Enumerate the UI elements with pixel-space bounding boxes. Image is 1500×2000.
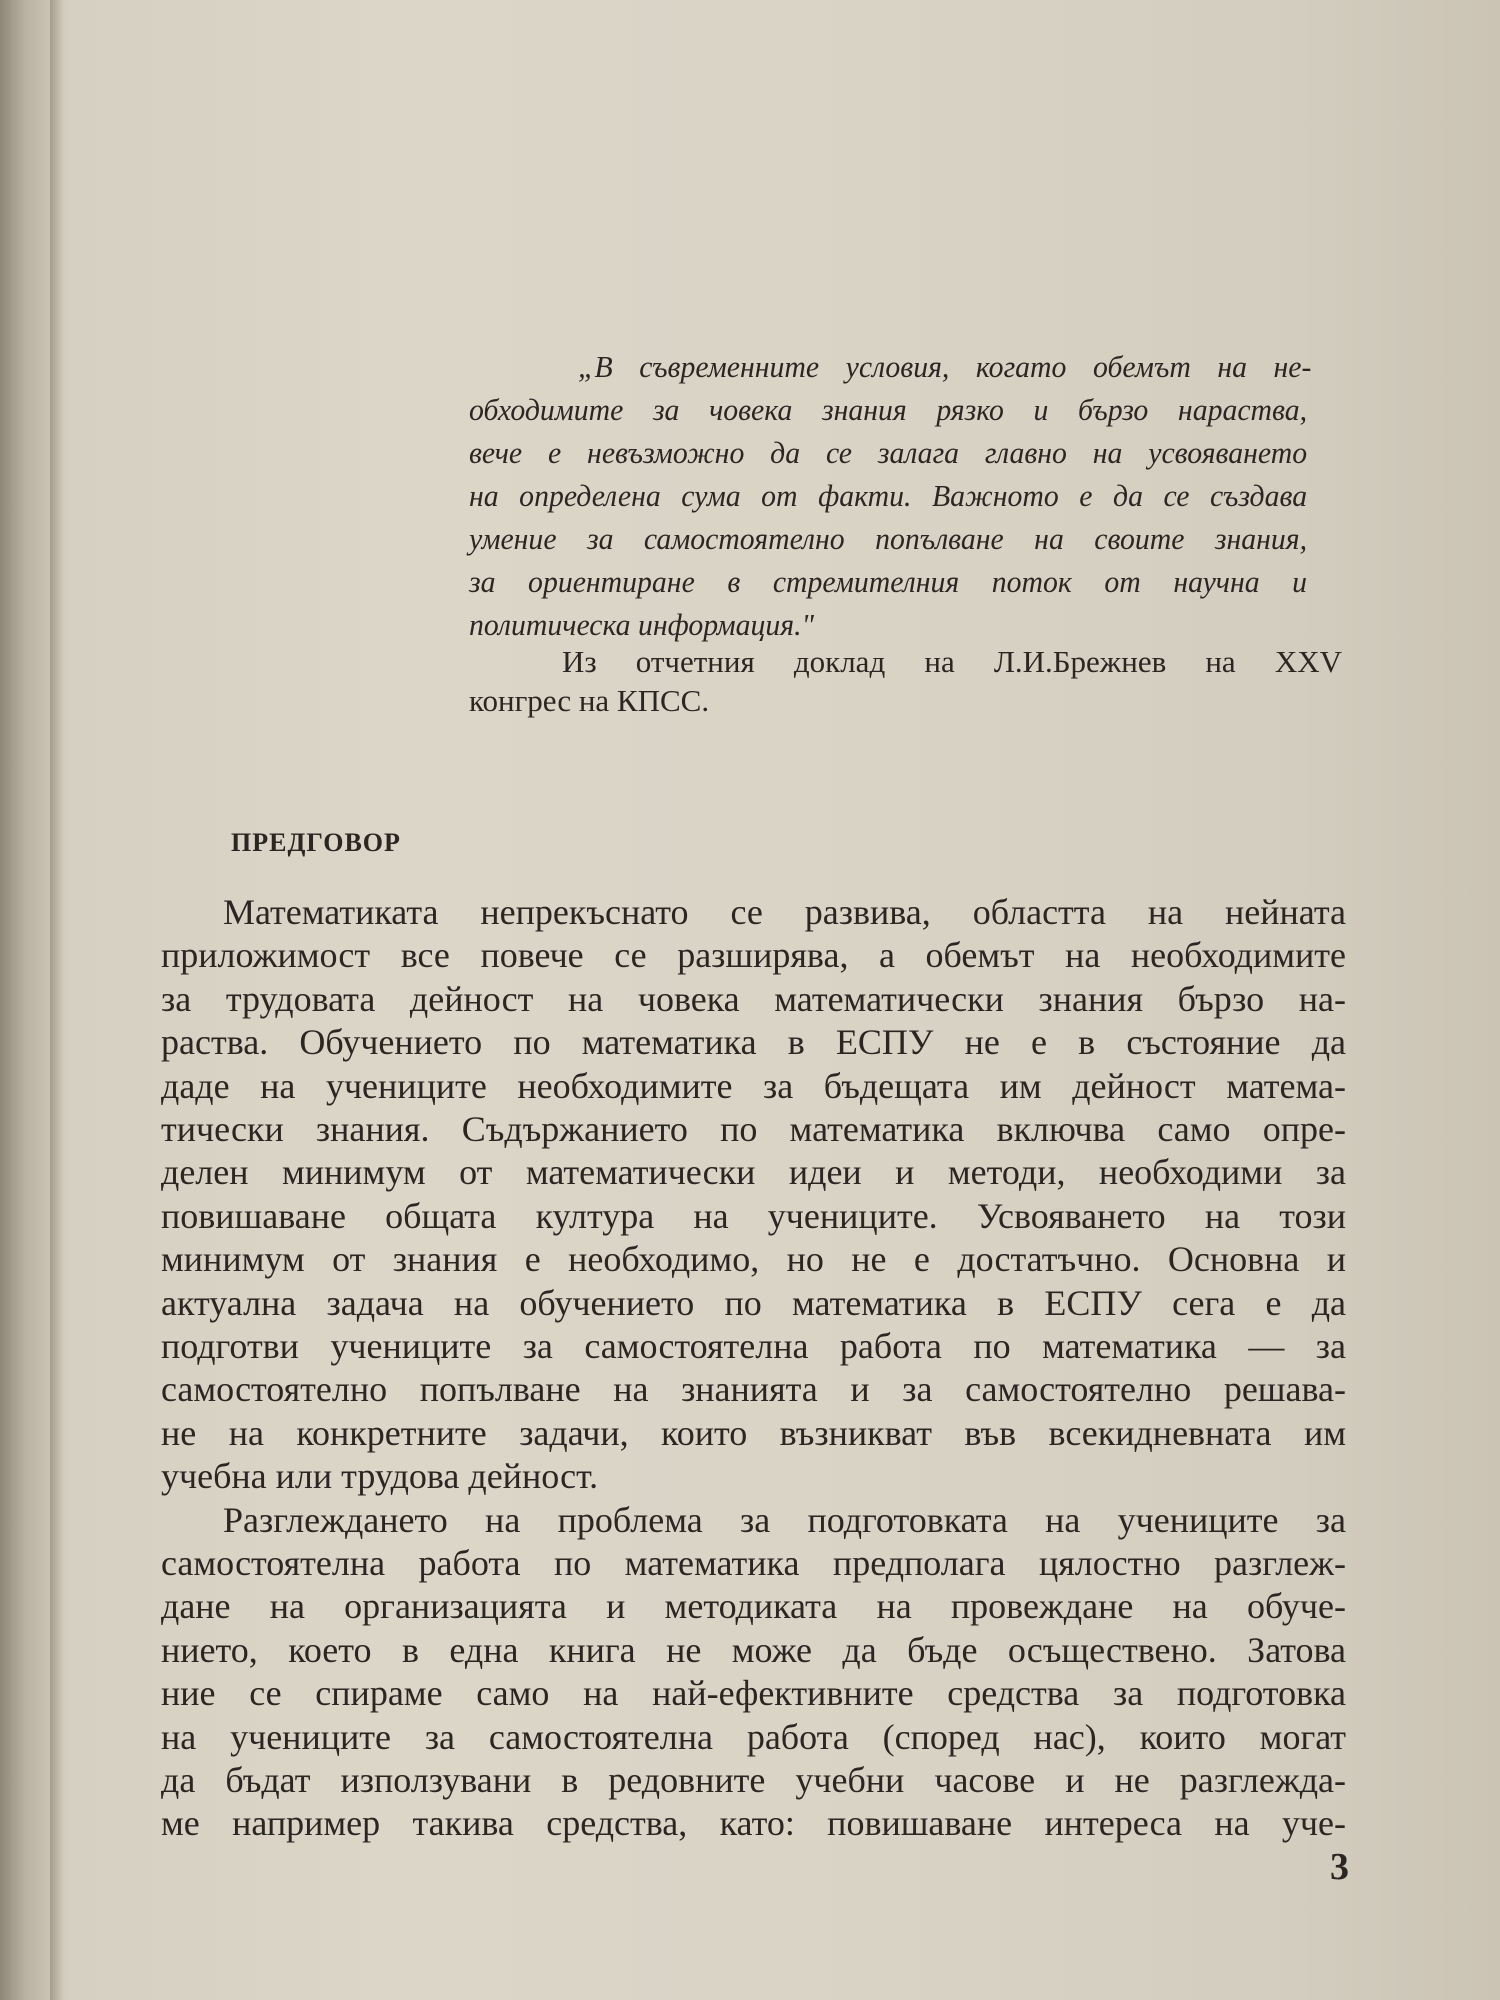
body-line: на учениците за самостоятелна работа (според нас), които могат xyxy=(161,1716,1346,1757)
epigraph-line: политическа информация." xyxy=(469,607,815,642)
body-line: самостоятелно попълване на знанията и за самостоятелно решава- xyxy=(161,1369,1346,1410)
body-line: даде на учениците необходимите за бъдещата им дейност матема- xyxy=(161,1065,1346,1106)
body-line: тически знания. Съдържанието по математика включва само опре- xyxy=(161,1109,1346,1149)
body-line: за трудовата дейност на човека математически знания бързо на- xyxy=(161,978,1346,1019)
section-heading: ПРЕДГОВОР xyxy=(231,828,401,857)
epigraph-line: на определена сума от факти. Важното е да се създава xyxy=(469,478,1308,513)
epigraph-attribution: Из отчетния доклад на Л.И.Брежнев на XXV xyxy=(562,644,1342,679)
body-line: приложимост все повече се разширява, а обемът на необходимите xyxy=(161,935,1346,976)
body-line: повишаване общата култура на учениците. Усвояването на този xyxy=(161,1195,1346,1236)
page-number: 3 xyxy=(1330,1846,1349,1888)
body-line: делен минимум от математически идеи и методи, необходими за xyxy=(161,1152,1346,1193)
body-line: Математиката непрекъснато се развива, областта на нейната xyxy=(223,892,1346,932)
body-line: ме например такива средства, като: повишаване интереса на уче- xyxy=(161,1803,1346,1844)
body-line: учебна или трудова дейност. xyxy=(161,1456,599,1497)
body-line: самостоятелна работа по математика предполага цялостно разглеж- xyxy=(161,1543,1346,1583)
body-line: актуална задача на обучението по математика в ЕСПУ сега е да xyxy=(161,1282,1346,1323)
epigraph-line: вече е невъзможно да се залага главно на усвояването xyxy=(469,435,1308,470)
body-line: нието, което в една книга не може да бъде осъществено. Затова xyxy=(161,1629,1346,1670)
body-line: раства. Обучението по математика в ЕСПУ не е в състояние да xyxy=(161,1022,1346,1063)
body-line: дане на организацията и методиката на провеждане на обуче- xyxy=(161,1586,1346,1627)
body-line: минимум от знания е необходимо, но не е достатъчно. Основна и xyxy=(161,1239,1346,1280)
epigraph-line: обходимите за човека знания рязко и бързо нараства, xyxy=(469,392,1308,427)
epigraph-attribution: конгрес на КПСС. xyxy=(469,683,710,718)
epigraph-line: умение за самостоятелно попълване на своите знания, xyxy=(469,521,1308,556)
body-line: да бъдат използувани в редовните учебни часове и не разглежда- xyxy=(161,1760,1346,1800)
epigraph-line: за ориентиране в стремителния поток от научна и xyxy=(469,564,1308,599)
body-line: не на конкретните задачи, които възникват във всекидневната им xyxy=(161,1412,1346,1453)
body-line: ние се спираме само на най-ефективните средства за подготовка xyxy=(161,1673,1346,1714)
page-gutter-shadow xyxy=(50,0,64,2000)
epigraph-line: „В съвременните условия, когато обемът на не- xyxy=(578,349,1312,384)
body-line: Разглеждането на проблема за подготовката на учениците за xyxy=(223,1499,1346,1540)
body-line: подготви учениците за самостоятелна работа по математика — за xyxy=(161,1326,1346,1366)
